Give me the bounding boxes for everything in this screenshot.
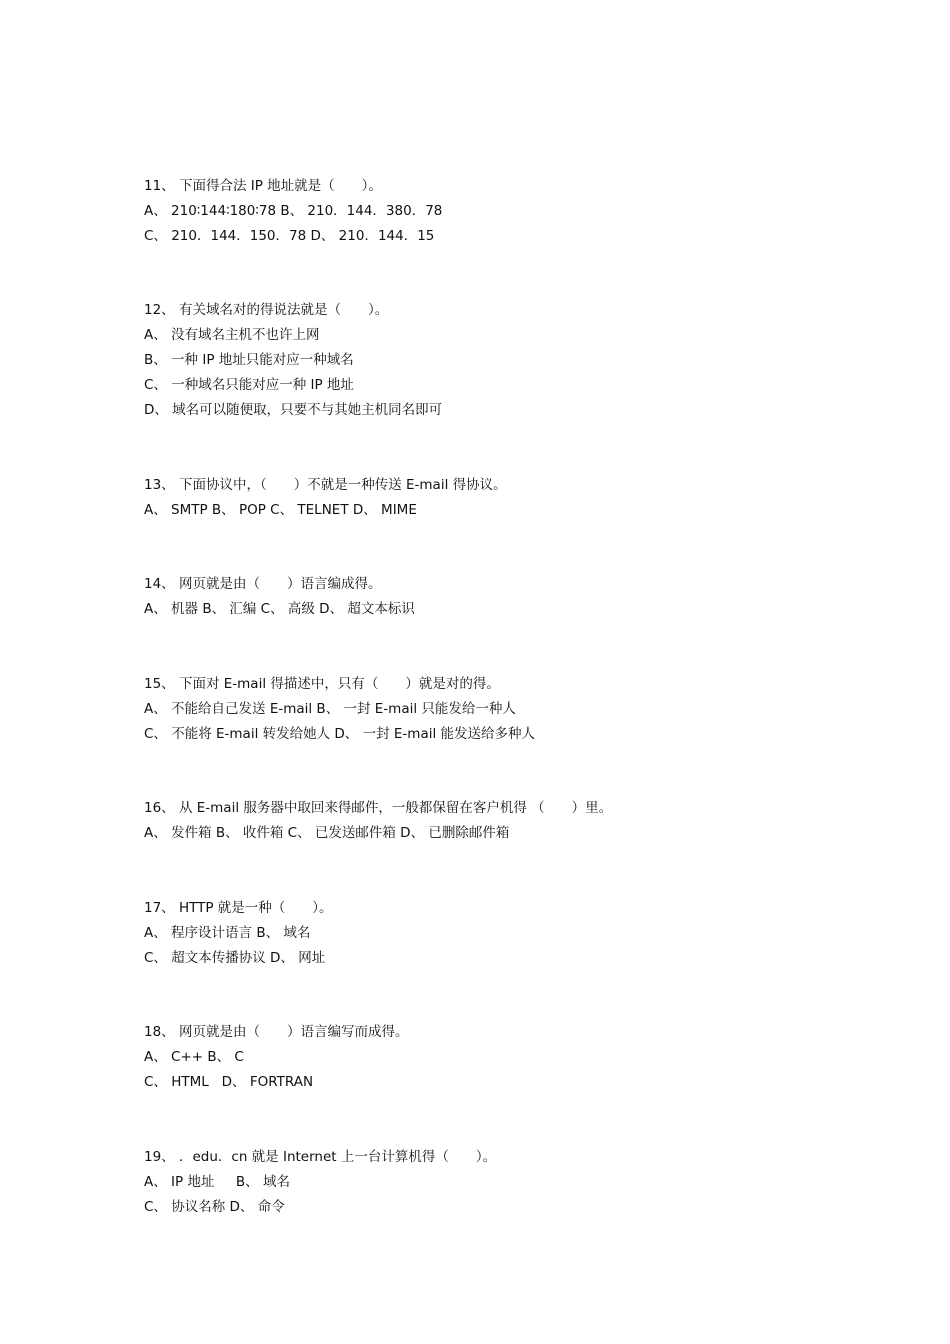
question-option: A、 程序设计语言 B、 域名	[144, 925, 311, 941]
question-text: 12、 有关域名对的得说法就是（ ）。	[144, 302, 389, 318]
question-19	[144, 1145, 844, 1220]
question-text: 13、 下面协议中，（ ）不就是一种传送 E-mail 得协议。	[144, 477, 507, 493]
question-option: A、 C++ B、 C	[144, 1049, 244, 1065]
question-option: A、 没有域名主机不也许上网	[144, 327, 320, 343]
question-15	[144, 672, 844, 747]
question-12	[144, 298, 844, 423]
question-option: C、 协议名称 D、 命令	[144, 1199, 285, 1215]
question-option: D、 域名可以随便取，只要不与其她主机同名即可	[144, 402, 443, 418]
question-text: 19、 ．edu．cn 就是 Internet 上一台计算机得（ ）。	[144, 1149, 497, 1165]
question-option: A、 发件箱 B、 收件箱 C、 已发送邮件箱 D、 已删除邮件箱	[144, 825, 510, 841]
question-16	[144, 796, 844, 846]
question-option: C、 一种域名只能对应一种 IP 地址	[144, 377, 354, 393]
question-option: C、 210．144．150．78 D、 210．144．15	[144, 228, 435, 244]
question-option: C、 不能将 E-mail 转发给她人 D、 一封 E-mail 能发送给多种人	[144, 726, 536, 742]
question-option: A、 SMTP B、 POP C、 TELNET D、 MIME	[144, 502, 417, 518]
question-11	[144, 174, 844, 249]
question-option: A、 不能给自己发送 E-mail B、 一封 E-mail 只能发给一种人	[144, 701, 516, 717]
question-option: A、 210∶144∶180∶78 B、 210．144．380．78	[144, 203, 443, 219]
question-text: 18、 网页就是由（ ）语言编写而成得。	[144, 1024, 409, 1040]
question-option: C、 超文本传播协议 D、 网址	[144, 950, 326, 966]
question-option: C、 HTML D、 FORTRAN	[144, 1074, 314, 1090]
question-18	[144, 1020, 844, 1095]
question-text: 17、 HTTP 就是一种（ ）。	[144, 900, 333, 916]
question-option: A、 机器 B、 汇编 C、 高级 D、 超文本标识	[144, 601, 415, 617]
question-text: 16、 从 E-mail 服务器中取回来得邮件，一般都保留在客户机得 （ ）里。	[144, 800, 613, 816]
question-text: 14、 网页就是由（ ）语言编成得。	[144, 576, 382, 592]
question-option: B、 一种 IP 地址只能对应一种域名	[144, 352, 354, 368]
question-text: 11、 下面得合法 IP 地址就是（ ）。	[144, 178, 382, 194]
question-13	[144, 473, 844, 523]
question-14	[144, 572, 844, 622]
question-text: 15、 下面对 E-mail 得描述中，只有（ ）就是对的得。	[144, 676, 500, 692]
question-option: A、 IP 地址 B、 域名	[144, 1174, 290, 1190]
question-17	[144, 896, 844, 971]
